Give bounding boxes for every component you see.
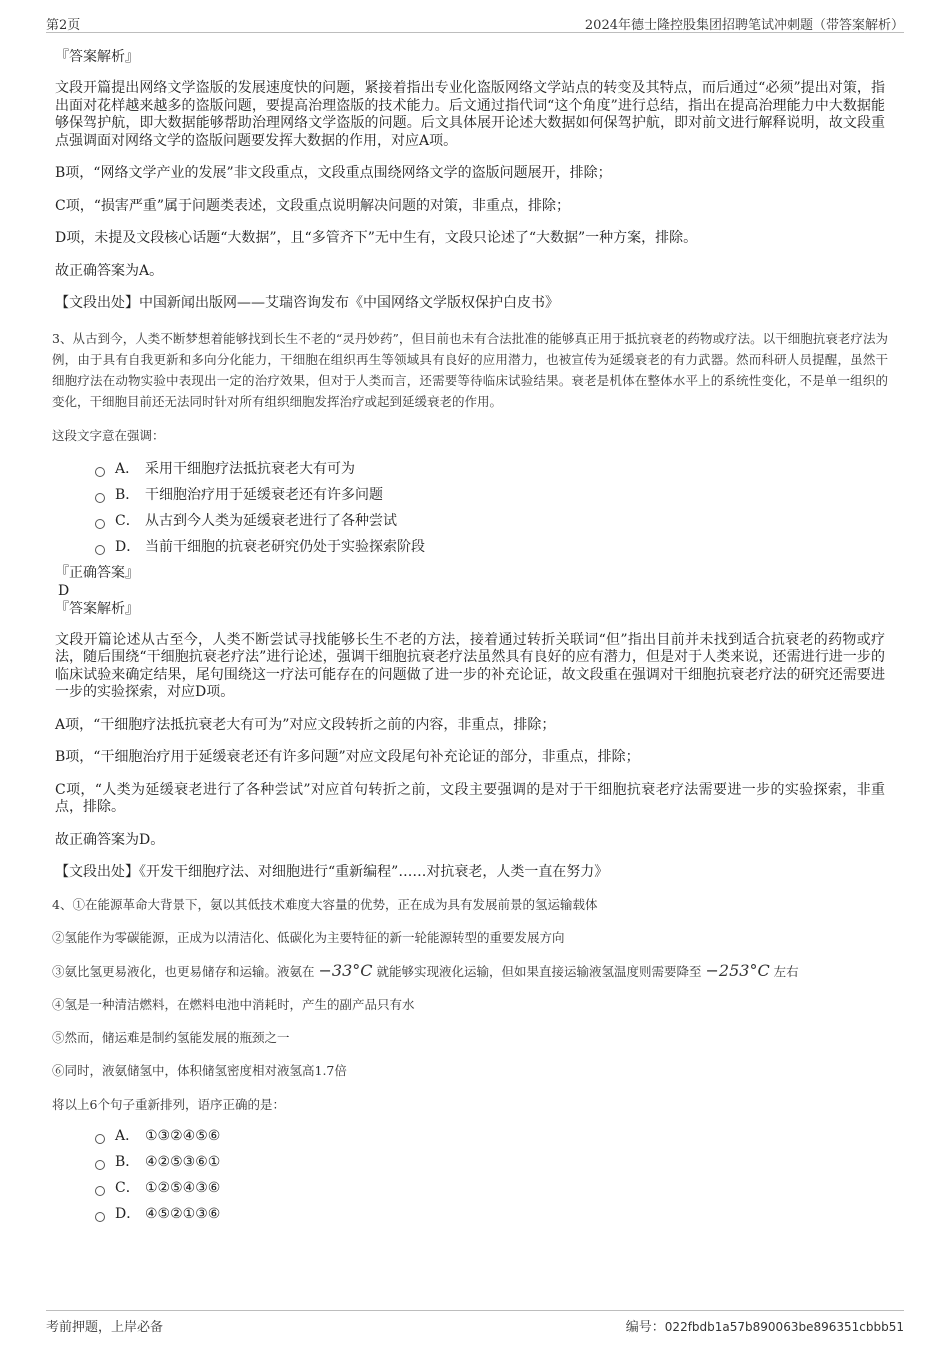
analysis-label: 『答案解析』 [55,600,139,617]
radio-button-icon[interactable] [95,1186,105,1196]
sentence-text: 就能够实现液化运输，但如果直接运输液氢温度则需要降至 [376,963,702,979]
q3-prompt: 这段文字意在强调： [52,427,165,443]
q4-prompt: 将以上6个句子重新排列，语序正确的是： [52,1096,285,1112]
q3-source: 【文段出处】《开发干细胞疗法、对细胞进行“重新编程”……对抗衰老，人类一直在努力》 [55,864,609,880]
page-content [52,46,888,1227]
document-title: 2024年德士隆控股集团招聘笔试冲刺题（带答案解析） [584,18,904,33]
option-text: 从古到今人类为延缓衰老进行了各种尝试 [145,512,397,529]
option-letter: C． [115,512,140,529]
option-text: ①③②④⑤⑥ [145,1127,221,1144]
radio-button-icon[interactable] [95,1160,105,1170]
q4-option-b[interactable] [95,1149,885,1175]
q4-options [95,1123,885,1227]
option-text: ④⑤②①③⑥ [145,1205,221,1222]
q3-options [95,456,885,560]
q2-source: 【文段出处】中国新闻出版网——艾瑞咨询发布《中国网络文学版权保护白皮书》 [55,295,559,311]
temperature-value: −253°C [705,960,770,980]
q4-option-d[interactable] [95,1201,885,1227]
option-letter: A． [115,1127,140,1144]
option-letter: B． [115,1153,140,1170]
option-text: 当前干细胞的抗衰老研究仍处于实验探索阶段 [145,538,425,555]
q3-option-d[interactable] [95,534,885,560]
q3-option-b[interactable] [95,482,885,508]
option-text: 采用干细胞疗法抵抗衰老大有可为 [145,460,355,477]
option-letter: C． [115,1179,140,1196]
option-letter: D． [115,538,141,555]
page-footer [46,1310,904,1335]
q3-option-a[interactable] [95,456,885,482]
q3-question-text: 3、从古到今，人类不断梦想着能够找到长生不老的“灵丹妙药”，但目前也未有合法批准的能够真正用于抵抗衰老的药物或疗法。以干细胞抗衰老疗法为例，由于具有自我更新和多向分化能力，干细胞在组织再生等领域具有良好的应用潜力，也被宣传为延缓衰老的有力武器。然而科研人员提醒，虽然干细胞疗法在动物实验中表现出一定的治疗效果，但对于人类而言，还需要等待临床试验结果。衰老是机体在整体水平上的系统性变化，不是单一组织的变化，干细胞目前还无法同时针对所有组织细胞发挥治疗或起到延缓衰老的作用。 [52,330,888,409]
temperature-value: −33°C [318,960,373,980]
q2-option-c-analysis: C项，“损害严重”属于问题类表述，文段重点说明解决问题的对策，非重点，排除； [55,197,571,214]
sentence-text: 左右 [773,963,799,979]
q4-sentence-3 [52,960,885,982]
option-text: 干细胞治疗用于延缓衰老还有许多问题 [145,486,383,503]
code-value: 022fbdb1a57b890063be896351cbbb51 [664,1320,904,1334]
q2-analysis: 文段开篇提出网络文学盗版的发展速度快的问题，紧接着指出专业化盗版网络文学站点的转变及其特点，而后通过“必须”提出对策，指出面对花样越来越多的盗版问题，要提高治理盗版的技术能力。后文通过指代词“这个角度”进行总结，指出在提高治理能力中大数据能够保驾护航，即大数据能够帮助治理网络文学盗版的问题。后文具体展开论述大数据如何保驾护航，即对前文进行解释说明，故文段重点强调面对网络文学的盗版问题要发挥大数据的作用，对应A项。 [55,80,885,149]
page-number: 第2页 [46,18,81,33]
q3-option-c[interactable] [95,508,885,534]
q3-analysis: 文段开篇论述从古至今，人类不断尝试寻找能够长生不老的方法，接着通过转折关联词“但”指出目前并未找到适合抗衰老的药物或疗法，随后围绕“干细胞抗衰老疗法”进行论述，强调干细胞抗衰老疗法虽然具有良好的应有潜力，但是对于人类来说，还需进行进一步的临床试验来确定结果，尾句围绕这一疗法可能存在的问题做了进一步的补充论证，故文段重在强调对干细胞抗衰老疗法的研究还需要进一步的实验探索，对应D项。 [55,631,885,700]
q2-conclusion: 故正确答案为A。 [55,262,164,279]
q2-option-b-analysis: B项，“网络文学产业的发展”非文段重点，文段重点围绕网络文学的盗版问题展开，排除； [55,165,612,181]
q3-conclusion: 故正确答案为D。 [55,831,165,848]
page-header [46,10,904,33]
document-code [626,1316,904,1335]
q4-option-c[interactable] [95,1175,885,1201]
footer-slogan: 考前押题，上岸必备 [46,1320,164,1335]
q4-sentence-5: ⑤然而，储运难是制约氢能发展的瓶颈之一 [52,1029,290,1045]
code-label: 编号： [625,1320,665,1335]
option-letter: D． [115,1205,141,1222]
q3-correct-answer: D [58,582,70,599]
radio-button-icon[interactable] [95,467,105,477]
q2-option-d-analysis: D项，未提及文段核心话题“大数据”，且“多管齐下”无中生有，文段只论述了“大数据”一种方案，排除。 [55,230,698,246]
q3-option-a-analysis: A项，“干细胞疗法抵抗衰老大有可为”对应文段转折之前的内容，非重点，排除； [55,716,556,733]
q4-sentence-6: ⑥同时，液氨储氢中，体积储氢密度相对液氢高1.7倍 [52,1062,347,1078]
q3-option-b-analysis: B项，“干细胞治疗用于延缓衰老还有许多问题”对应文段尾句补充论证的部分，非重点，排除； [55,749,640,765]
option-text: ①②⑤④③⑥ [145,1179,221,1196]
q4-sentence-1: 4、①在能源革命大背景下，氨以其低技术难度大容量的优势，正在成为具有发展前景的氢运输载体 [52,896,598,912]
radio-button-icon[interactable] [95,1212,105,1222]
q4-sentence-4: ④氢是一种清洁燃料，在燃料电池中消耗时，产生的副产品只有水 [52,996,415,1012]
radio-button-icon[interactable] [95,1134,105,1144]
analysis-label: 『答案解析』 [55,49,139,65]
radio-button-icon[interactable] [95,519,105,529]
sentence-text: ③氨比氢更易液化，也更易储存和运输。液氨在 [52,963,315,979]
q3-option-c-analysis: C项，“人类为延缓衰老进行了各种尝试”对应首句转折之前，文段主要强调的是对于干细胞抗衰老疗法需要进一步的实验探索，非重点，排除。 [55,781,885,815]
q4-sentence-2: ②氢能作为零碳能源，正成为以清洁化、低碳化为主要特征的新一轮能源转型的重要发展方向 [52,929,565,945]
radio-button-icon[interactable] [95,493,105,503]
option-letter: A． [115,460,140,477]
radio-button-icon[interactable] [95,545,105,555]
option-text: ④②⑤③⑥① [145,1153,221,1170]
q4-option-a[interactable] [95,1123,885,1149]
option-letter: B． [115,486,140,503]
answer-label: 『正确答案』 [55,564,139,581]
